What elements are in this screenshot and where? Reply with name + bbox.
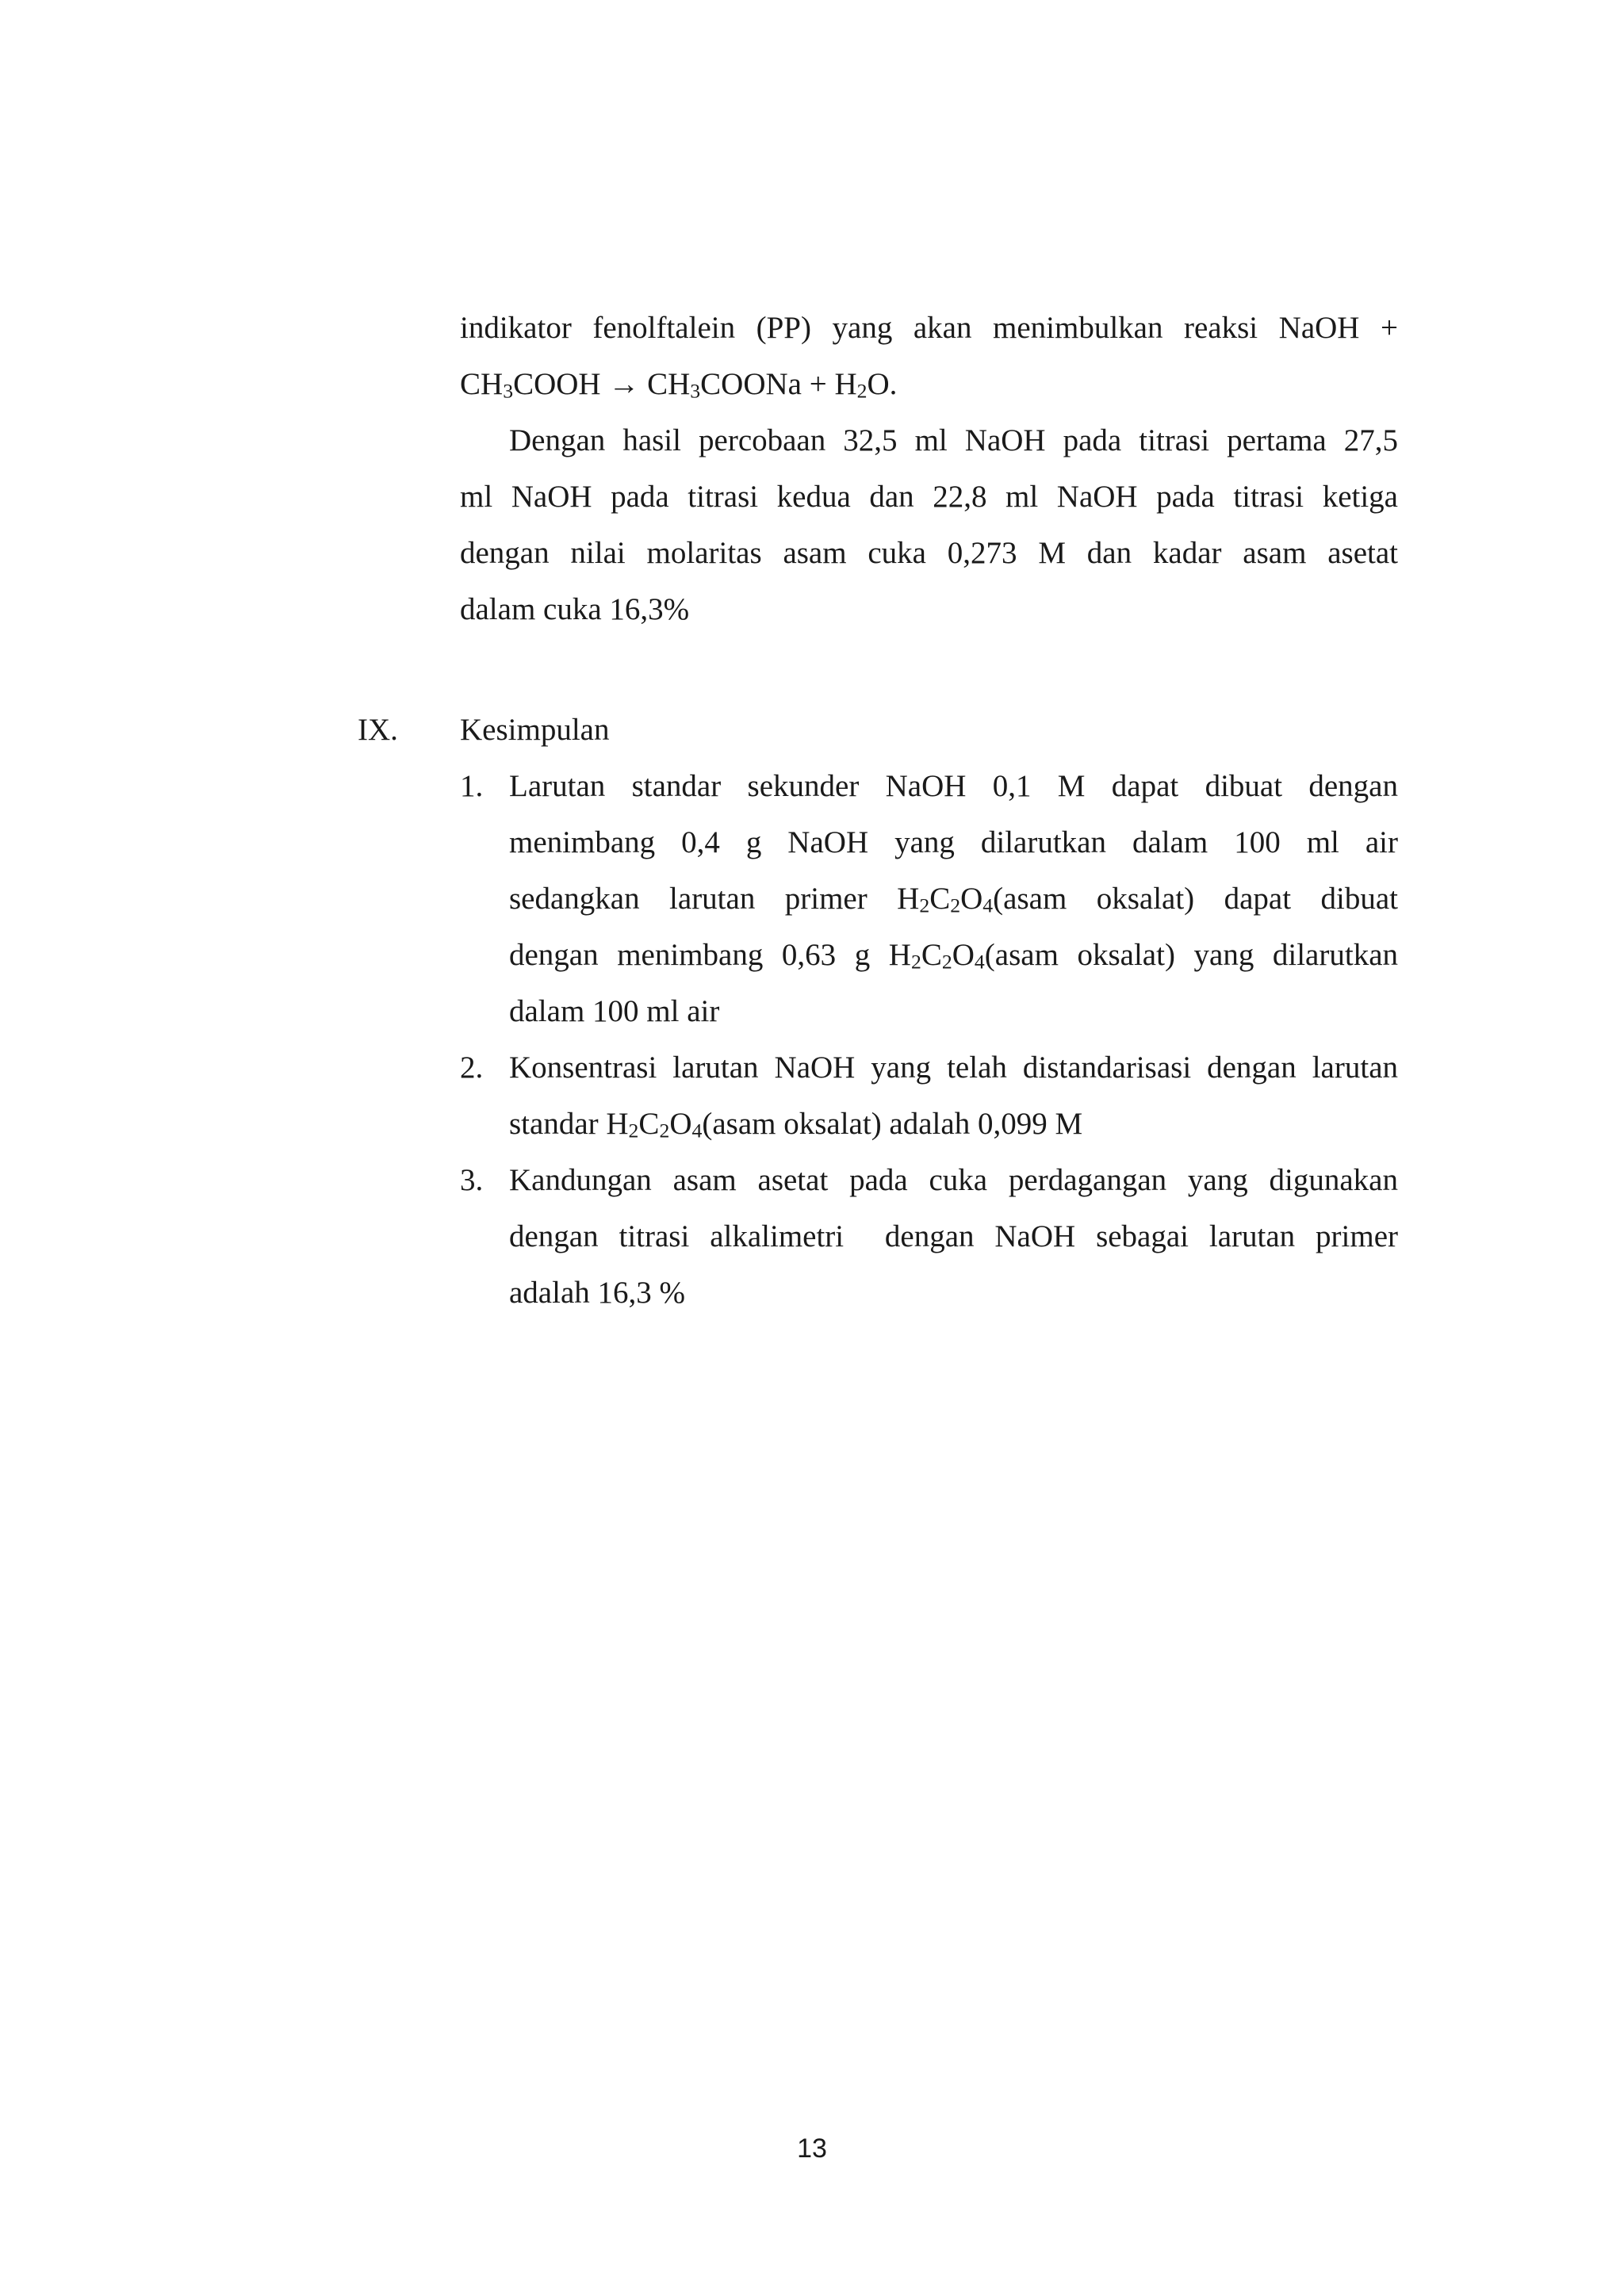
page-number: 13 — [797, 2133, 827, 2164]
intro-paragraph — [460, 300, 1398, 412]
text-line: dengan nilai molaritas asam cuka 0,273 M dan kadar asam asetat — [460, 536, 1398, 570]
text-line: $CH_3COOH$ → $CH_3COONa + H_2O$. — [460, 367, 898, 403]
text-line: Kandungan asam asetat pada cuka perdagangan yang digunakan — [509, 1163, 1398, 1197]
conclusion-item-1 — [460, 758, 1398, 1039]
text-line: dengan menimbang 0,63 g $H_2C_2O_4(asam$ oksalat) yang dilarutkan — [509, 938, 1399, 974]
text-line: standar $H_2C_2O_4(asam$ oksalat) adalah 0,099 M — [509, 1107, 1083, 1142]
text-line: menimbang 0,4 g NaOH yang dilarutkan dalam 100 ml air — [509, 825, 1398, 859]
text-line: Larutan standar sekunder NaOH 0,1 M dapat dibuat dengan — [509, 769, 1398, 803]
text-line: dengan titrasi alkalimetri dengan NaOH sebagai larutan primer — [509, 1219, 1398, 1253]
list-item-body — [509, 1152, 1398, 1321]
list-number: 1. — [460, 769, 484, 803]
text-line: Konsentrasi larutan NaOH yang telah distandarisasi dengan larutan — [509, 1050, 1398, 1085]
text-line: ml NaOH pada titrasi kedua dan 22,8 ml NaOH pada titrasi ketiga — [460, 480, 1398, 514]
text-line: indikator fenolftalein (PP) yang akan menimbulkan reaksi NaOH + — [460, 311, 1398, 345]
list-item-body — [509, 1039, 1398, 1152]
text-line: sedangkan larutan primer $H_2C_2O_4(asam$ oksalat) dapat dibuat — [509, 882, 1398, 917]
conclusion-item-3 — [460, 1152, 1398, 1321]
list-item-body — [509, 758, 1398, 1039]
text-line: Dengan hasil percobaan 32,5 ml NaOH pada titrasi pertama 27,5 — [509, 423, 1398, 457]
conclusion-item-2 — [460, 1039, 1398, 1152]
results-paragraph — [460, 412, 1398, 637]
list-number: 3. — [460, 1163, 484, 1197]
text-line: dalam 100 ml air — [509, 994, 720, 1028]
section-title: Kesimpulan — [460, 713, 610, 747]
text-line: adalah 16,3 % — [509, 1276, 686, 1310]
section-number: IX. — [358, 713, 398, 747]
list-number: 2. — [460, 1050, 484, 1085]
text-line: dalam cuka 16,3% — [460, 592, 690, 626]
